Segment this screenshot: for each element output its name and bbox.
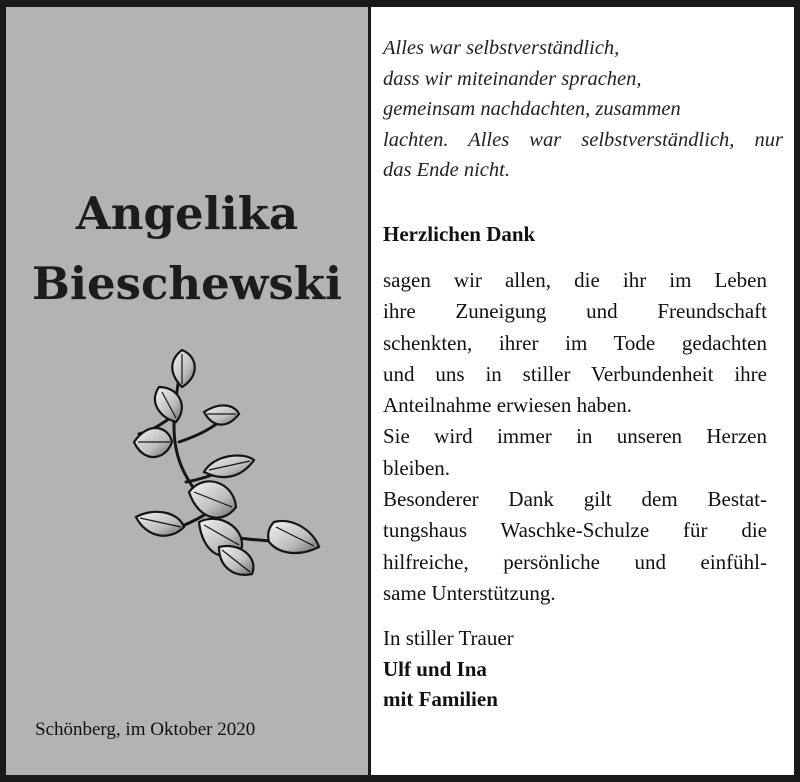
thanks-line: Besonderer Dank gilt dem Bestat-	[383, 487, 767, 512]
signature	[383, 623, 514, 715]
poem	[383, 33, 783, 186]
thanks-line: bleiben.	[383, 455, 451, 480]
leaf-branch-icon	[124, 342, 324, 582]
poem-line: Alles war selbstverständlich,	[383, 37, 620, 59]
poem-line: lachten. Alles war selbstverständlich, nur	[383, 128, 783, 151]
thanks-line: same Unterstützung.	[383, 580, 556, 605]
thanks-line: schenkten, ihrer im Tode gedachten	[383, 330, 767, 355]
right-panel	[371, 7, 794, 775]
thanks-text	[383, 265, 767, 609]
poem-line: dass wir miteinander sprachen,	[383, 67, 642, 90]
first-name: Angelika	[75, 187, 299, 240]
signature-family: mit Familien	[383, 687, 498, 711]
thanks-line: tungshaus Waschke-Schulze für die	[383, 518, 767, 543]
poem-line: gemeinsam nachdachten, zusammen	[383, 98, 681, 120]
thanks-line: hilfreiche, persönliche und einfühl-	[383, 549, 767, 574]
signature-names: Ulf und Ina	[383, 656, 487, 681]
left-panel	[6, 7, 368, 775]
thanks-line: Sie wird immer in unseren Herzen	[383, 424, 767, 449]
thanks-line: Anteilnahme erwiesen haben.	[383, 393, 632, 418]
signature-intro: In stiller Trauer	[383, 626, 514, 650]
place-date: Schönberg, im Oktober 2020	[35, 719, 256, 740]
thanks-heading: Herzlichen Dank	[383, 222, 536, 246]
last-name: Bieschewski	[31, 257, 343, 310]
thanks-line: sagen wir allen, die ihr im Leben	[383, 268, 767, 292]
thanks-line: ihre Zuneigung und Freundschaft	[383, 299, 767, 324]
poem-line: das Ende nicht.	[383, 159, 510, 181]
thanks-line: und uns in stiller Verbundenheit ihre	[383, 361, 767, 386]
